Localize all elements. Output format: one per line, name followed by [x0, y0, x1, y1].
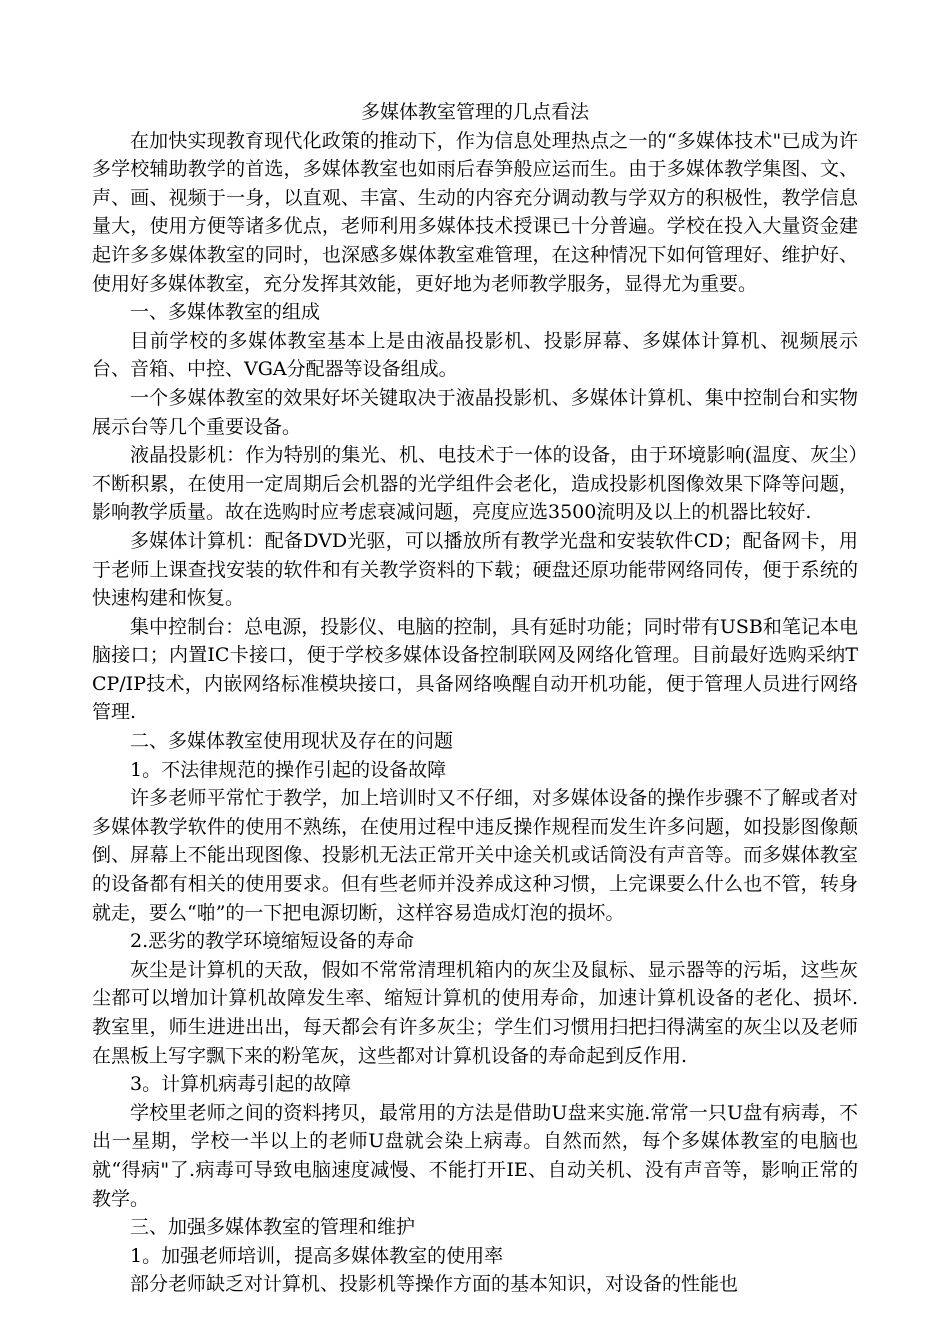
paragraph-improper-operation: 许多老师平常忙于教学，加上培训时又不仔细，对多媒体设备的操作步骤不了解或者对多媒体教学软件的使用不熟练，在使用过程中违反操作规程而发生许多问题，如投影图像颠倒、屏幕上不能出现图像、投影机无法正常开关中途关机或话筒没有声音等。而多媒体教室的设备都有相关的使用要求。但有些老师并没养成这种习惯，上完课要么什么也不管，转身就走，要么“啪”的一下把电源切断，这样容易造成灯泡的损坏。 [92, 787, 858, 924]
paragraph-environment: 灰尘是计算机的天敌，假如不常常清理机箱内的灰尘及鼠标、显示器等的污垢，这些灰尘都可以增加计算机故障发生率、缩短计算机的使用寿命，加速计算机设备的老化、损坏.教室里，师生进进出出，每天都会有许多灰尘；学生们习惯用扫把扫得满室的灰尘以及老师在黑板上写字飘下来的粉笔灰，这些都对计算机设备的寿命起到反作用. [92, 958, 858, 1067]
document-title: 多媒体教室管理的几点看法 [360, 101, 589, 123]
paragraph-computer: 多媒体计算机：配备DVD光驱，可以播放所有教学光盘和安装软件CD；配备网卡，用于老师上课查找安装的软件和有关教学资料的下载；硬盘还原功能带网络同传，便于系统的快速构建和恢复。 [92, 529, 858, 610]
subheading-environment: 2.恶劣的教学环境缩短设备的寿命 [130, 930, 415, 953]
paragraph-projector: 液晶投影机：作为特别的集光、机、电技术于一体的设备，由于环境影响(温度、灰尘）不断积累，在使用一定周期后会机器的光学组件会老化，造成投影机图像效果下降等问题，影响教学质量。故在选购时应考虑衰减问题，亮度应选3500流明及以上的机器比较好. [92, 444, 858, 524]
paragraph-teacher-training: 部分老师缺乏对计算机、投影机等操作方面的基本知识，对设备的性能也 [130, 1273, 739, 1296]
section-heading-management: 三、加强多媒体教室的管理和维护 [130, 1216, 416, 1239]
paragraph-key-devices: 一个多媒体教室的效果好坏关键取决于液晶投影机、多媒体计算机、集中控制台和实物展示台等几个重要设备。 [92, 386, 858, 438]
subheading-virus: 3。计算机病毒引起的故障 [130, 1073, 352, 1096]
document-body [92, 98, 858, 1299]
paragraph-intro: 在加快实现教育现代化政策的推动下，作为信息处理热点之一的“多媒体技术"已成为许多学校辅助教学的首选，多媒体教室也如雨后春笋般应运而生。由于多媒体教学集图、文、声、画、视频于一身，以直观、丰富、生动的内容充分调动教与学双方的积极性，教学信息量大，使用方便等诸多优点，老师利用多媒体技术授课已十分普遍。学校在投入大量资金建起许多多媒体教室的同时，也深感多媒体教室难管理，在这种情况下如何管理好、维护好、使用好多媒体教室，充分发挥其效能，更好地为老师教学服务，显得尤为重要。 [92, 129, 858, 295]
paragraph-equipment-list: 目前学校的多媒体教室基本上是由液晶投影机、投影屏幕、多媒体计算机、视频展示台、音箱、中控、VGA分配器等设备组成。 [92, 329, 858, 381]
section-heading-composition: 一、多媒体教室的组成 [130, 301, 321, 324]
section-heading-problems: 二、多媒体教室使用现状及存在的问题 [130, 730, 454, 753]
subheading-improper-operation: 1。不法律规范的操作引起的设备故障 [130, 758, 447, 781]
paragraph-control-console: 集中控制台：总电源，投影仪、电脑的控制，具有延时功能；同时带有USB和笔记本电脑接口；内置IC卡接口，便于学校多媒体设备控制联网及网络化管理。目前最好选购采纳TCP/IP技术，内嵌网络标准模块接口，具备网络唤醒自动开机功能，便于管理人员进行网络管理. [92, 615, 858, 724]
subheading-teacher-training: 1。加强老师培训，提高多媒体教室的使用率 [130, 1244, 504, 1267]
paragraph-virus: 学校里老师之间的资料拷贝，最常用的方法是借助U盘来实施.常常一只U盘有病毒，不出一星期，学校一半以上的老师U盘就会染上病毒。自然而然，每个多媒体教室的电脑也就“得病"了.病毒可导致电脑速度减慢、不能打开IE、自动关机、没有声音等，影响正常的教学。 [92, 1101, 858, 1210]
